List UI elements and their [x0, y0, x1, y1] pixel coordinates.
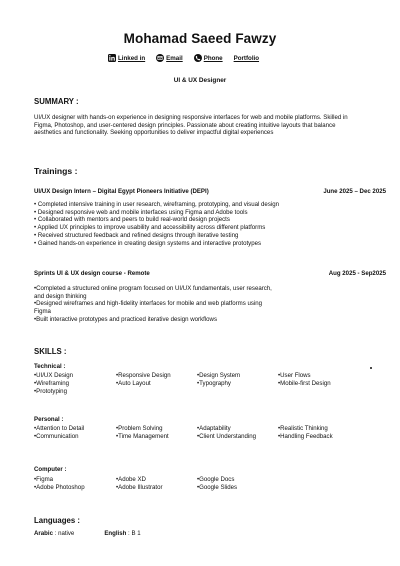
- technical-skills-grid: [34, 372, 364, 395]
- email-icon: [156, 54, 164, 62]
- phone-icon: [194, 54, 202, 62]
- list-item: •Typography: [197, 379, 231, 387]
- linkedin-link[interactable]: [108, 54, 145, 62]
- list-item: • Applied UX principles to improve usability and accessibility across different platforms: [34, 224, 266, 232]
- list-item: •Design System: [197, 372, 241, 379]
- personal-skills-grid: [34, 425, 364, 441]
- list-item: •Adaptability: [197, 425, 231, 432]
- training-1-title: UI/UX Design Intern – Digital Egypt Pioneers Initiative (DEPI): [34, 188, 209, 195]
- list-item: •Adobe XD: [116, 476, 146, 483]
- portfolio-label: Portfolio: [233, 54, 260, 62]
- training-1-bullets: [34, 201, 374, 247]
- list-item: •Problem Solving: [116, 425, 163, 432]
- list-item: •Google Docs: [197, 476, 235, 483]
- list-item: Figma: [34, 308, 51, 316]
- summary-heading: SUMMARY :: [34, 97, 79, 106]
- training-2-header: [34, 270, 386, 277]
- training-1-header: [34, 188, 386, 195]
- list-item: •Built interactive prototypes and practiced iterative design workflows: [34, 315, 218, 323]
- training-2-bullets: [34, 285, 374, 324]
- language-level: B 1: [131, 530, 141, 537]
- list-item: •User Flows: [278, 372, 311, 379]
- list-item: •Completed a structured online program focused on UI/UX fundamentals, user research,: [34, 285, 272, 292]
- email-link[interactable]: [156, 54, 183, 62]
- language-arabic: Arabic : native: [34, 530, 75, 537]
- language-english: English : B 1: [104, 530, 141, 537]
- phone-label: Phone: [203, 54, 223, 62]
- list-item: • Gained hands-on experience in creating design systems and interactive prototypes: [34, 239, 262, 247]
- list-item: •Auto Layout: [116, 379, 151, 387]
- list-item: •Mobile-first Design: [278, 379, 331, 387]
- list-item: •Time Management: [116, 432, 169, 440]
- list-item: and design thinking: [34, 292, 87, 300]
- contact-links: [108, 54, 298, 62]
- list-item: •Adobe Photoshop: [34, 483, 85, 491]
- personal-skills-label: Personal :: [34, 416, 64, 423]
- language-name: Arabic: [34, 530, 53, 537]
- list-item: • Collaborated with mentors and peers to build real-world design projects: [34, 216, 230, 224]
- linkedin-icon: [108, 54, 116, 62]
- list-item: • Completed intensive training in user research, wireframing, prototyping, and visual design: [34, 201, 279, 208]
- technical-skills-label: Technical :: [34, 363, 66, 370]
- linkedin-label: Linked in: [118, 54, 146, 62]
- computer-skills-label: Computer :: [34, 466, 67, 473]
- list-item: •Prototyping: [34, 387, 67, 395]
- training-2-title: Sprints UI & UX design course - Remote: [34, 270, 150, 277]
- list-item: •Adobe Illustrator: [116, 483, 163, 491]
- candidate-name: Mohamad Saeed Fawzy: [123, 31, 277, 46]
- list-item: •Google Slides: [197, 483, 238, 491]
- languages-heading: Languages :: [34, 516, 80, 525]
- summary-text: UI/UX designer with hands-on experience in designing responsive interfaces for web and mobile platforms. Skilled in Figma, Photoshop, and user-centered design principles. Passionate about creating intuitive layouts that balance aesthetics and functionality. Seeking opportunities to deliver impactful digital experiences: [34, 114, 348, 137]
- list-item: •Attention to Detail: [34, 425, 85, 432]
- skills-heading: SKILLS :: [34, 347, 67, 356]
- job-title: UI & UX Designer: [173, 77, 227, 84]
- list-item: •Realistic Thinking: [278, 425, 328, 432]
- list-item: •Figma: [34, 476, 54, 483]
- training-2-date: Aug 2025 - Sep2025: [328, 270, 386, 277]
- trainings-heading: Trainings :: [34, 166, 78, 176]
- language-level: native: [58, 530, 75, 537]
- list-item: •Designed wireframes and high-fidelity interfaces for mobile and web platforms using: [34, 300, 263, 308]
- list-item: •Responsive Design: [116, 372, 171, 379]
- list-item: •Client Understanding: [197, 432, 257, 440]
- list-item: •Communication: [34, 432, 79, 440]
- list-item: •UI/UX Design: [34, 372, 74, 379]
- languages-list: [34, 530, 171, 537]
- portfolio-link[interactable]: [234, 55, 259, 62]
- list-item: •Wireframing: [34, 379, 69, 387]
- training-1-date: June 2025 – Dec 2025: [323, 188, 386, 195]
- phone-link[interactable]: [194, 54, 223, 62]
- computer-skills-grid: [34, 476, 364, 492]
- email-label: Email: [166, 54, 183, 62]
- list-item: • Received structured feedback and refined designs through iterative testing: [34, 231, 239, 239]
- stray-dot: [370, 367, 372, 369]
- list-item: • Designed responsive web and mobile interfaces using Figma and Adobe tools: [34, 208, 248, 216]
- language-name: English: [104, 530, 127, 537]
- list-item: •Handling Feedback: [278, 432, 333, 440]
